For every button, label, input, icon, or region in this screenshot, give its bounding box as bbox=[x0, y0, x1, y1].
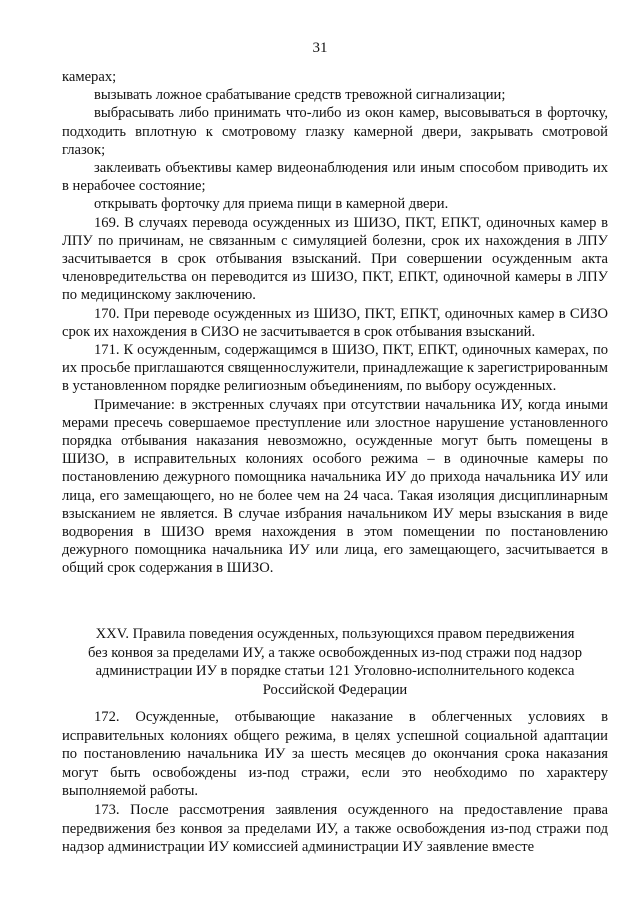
document-body bbox=[62, 68, 608, 578]
paragraph-173: 173. После рассмотрения заявления осужденного на предоставление права передвижения без конвоя за пределами ИУ, а также освобождения из-под стражи под надзор администрации ИУ комиссией администрации ИУ заявление вместе bbox=[62, 801, 608, 856]
paragraph-169: 169. В случаях перевода осужденных из ШИЗО, ПКТ, ЕПКТ, одиночных камер в ЛПУ по причинам, не связанным с симуляцией болезни, срок их нахождения в ЛПУ засчитывается в срок отбывания взысканий. При совершении осужденным акта членовредительства он переводится из ШИЗО, ПКТ, ЕПКТ, одиночной камеры в ЛПУ по медицинскому заключению. bbox=[62, 214, 608, 304]
paragraph-171: 171. К осужденным, содержащимся в ШИЗО, ПКТ, ЕПКТ, одиночных камерах, по их просьбе приглашаются священнослужители, принадлежащие к зарегистрированным в установленном порядке религиозным объединениям, по выбору осужденных. bbox=[62, 342, 608, 395]
page-number: 31 bbox=[312, 40, 328, 56]
section-heading-line: Российской Федерации bbox=[262, 681, 408, 698]
paragraph: открывать форточку для приема пищи в камерной двери. bbox=[94, 196, 449, 213]
section-heading-line: администрации ИУ в порядке статьи 121 Уголовно-исполнительного кодекса bbox=[95, 663, 575, 680]
section-heading-line: XXV. Правила поведения осужденных, пользующихся правом передвижения bbox=[95, 626, 575, 642]
section-heading-line: без конвоя за пределами ИУ, а также освобожденных из-под стражи под надзор bbox=[87, 644, 583, 661]
paragraph: камерах; bbox=[62, 69, 117, 85]
note-paragraph: Примечание: в экстренных случаях при отсутствии начальника ИУ, когда иными мерами пресечь совершаемое преступление или злостное нарушение установленного порядка отбывания наказания невозможно, осужденные могут быть помещены в ШИЗО, в исправительных колониях особого режима – в одиночные камеры по постановлению дежурного помощника начальника ИУ до прихода начальника ИУ или лица, его замещающего, но не более чем на 24 часа. Такая изоляция дисциплинарным взысканием не является. В случае избрания начальником ИУ меры взыскания в виде водворения в ШИЗО время нахождения в этом помещении по постановлению дежурного помощника начальника ИУ или лица, его замещающего, засчитывается в общий срок содержания в ШИЗО. bbox=[62, 396, 608, 577]
paragraph: вызывать ложное срабатывание средств тревожной сигнализации; bbox=[94, 87, 506, 104]
document-body-continued bbox=[62, 708, 608, 857]
paragraph-170: 170. При переводе осужденных из ШИЗО, ПКТ, ЕПКТ, одиночных камер в СИЗО срок их нахождения в СИЗО не засчитывается в срок отбывания взысканий. bbox=[62, 305, 608, 340]
paragraph-172: 172. Осужденные, отбывающие наказание в облегченных условиях в исправительных колониях общего режима, в целях успешной социальной адаптации по постановлению начальника ИУ за шесть месяцев до окончания срока наказания могут быть освобождены из-под стражи, если это необходимо по характеру выполняемой работы. bbox=[62, 709, 608, 800]
paragraph: заклеивать объективы камер видеонаблюдения или иным способом приводить их в нерабочее состояние; bbox=[62, 160, 608, 195]
paragraph: выбрасывать либо принимать что-либо из окон камер, высовываться в форточку, подходить вплотную к смотровому глазку камерной двери, закрывать смотровой глазок; bbox=[62, 105, 608, 158]
section-heading bbox=[62, 625, 608, 699]
